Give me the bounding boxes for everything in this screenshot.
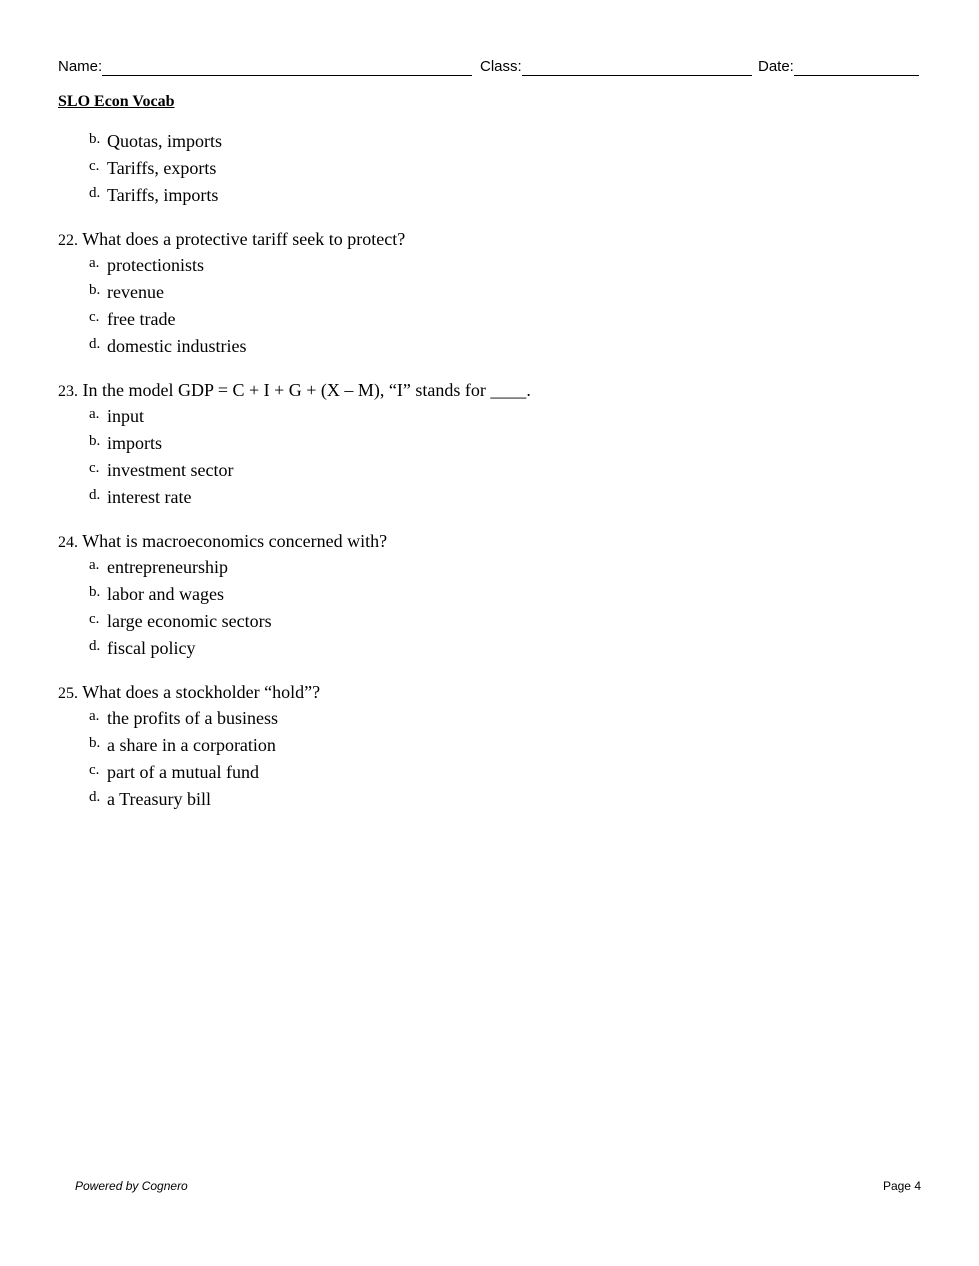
page-number: Page 4: [882, 1179, 921, 1193]
choice-text: protectionists: [107, 255, 204, 275]
choice-row[interactable]: [58, 608, 918, 635]
choice-letter: a.: [89, 557, 100, 573]
choice-row[interactable]: [58, 635, 918, 662]
class-field: [480, 58, 752, 76]
choice-letter: c.: [89, 762, 100, 778]
choice-letter: a.: [89, 406, 100, 422]
choice-row[interactable]: [58, 430, 918, 457]
question-stem: [58, 529, 918, 554]
question-number: 24.: [58, 534, 78, 551]
question-list: [58, 128, 918, 831]
question-22: [58, 227, 918, 360]
question-text: In the model GDP = C + I + G + (X – M), “I” stands for ____.: [82, 380, 531, 400]
choice-row[interactable]: [58, 333, 918, 360]
choice-text: free trade: [107, 309, 176, 329]
choice-letter: b.: [89, 584, 101, 600]
date-blank-line[interactable]: [794, 58, 919, 76]
question-23: [58, 378, 918, 511]
choice-text: labor and wages: [107, 584, 224, 604]
question-text: What does a stockholder “hold”?: [82, 682, 321, 702]
question-24: [58, 529, 918, 662]
choice-text: domestic industries: [107, 336, 247, 356]
worksheet-header: [58, 58, 921, 78]
question-stem: [58, 227, 918, 252]
question-stem: [58, 378, 918, 403]
choice-text: input: [107, 406, 145, 426]
question-number: 22.: [58, 232, 78, 249]
choice-letter: a.: [89, 708, 100, 724]
date-label: Date:: [758, 58, 794, 75]
question-stem: [58, 680, 918, 705]
choice-text: fiscal policy: [107, 638, 196, 658]
name-blank-line[interactable]: [102, 58, 472, 76]
choice-row[interactable]: [58, 128, 918, 155]
choice-letter: c.: [89, 460, 100, 476]
question-text: What does a protective tariff seek to protect?: [82, 229, 406, 249]
choice-text: imports: [107, 433, 163, 453]
choice-text: interest rate: [107, 487, 192, 507]
choice-letter: b.: [89, 282, 101, 298]
choice-text: Tariffs, exports: [107, 158, 217, 178]
choice-row[interactable]: [58, 484, 918, 511]
question-number: 25.: [58, 685, 78, 702]
choice-text: a share in a corporation: [107, 735, 276, 755]
choice-letter: c.: [89, 158, 100, 174]
question-text: What is macroeconomics concerned with?: [82, 531, 388, 551]
choice-text: the profits of a business: [107, 708, 278, 728]
continued-question: [58, 128, 918, 209]
choice-row[interactable]: [58, 403, 918, 430]
choice-row[interactable]: [58, 786, 918, 813]
choice-row[interactable]: [58, 306, 918, 333]
choice-row[interactable]: [58, 279, 918, 306]
choice-row[interactable]: [58, 732, 918, 759]
choice-row[interactable]: [58, 252, 918, 279]
date-field: [758, 58, 919, 76]
choice-row[interactable]: [58, 705, 918, 732]
class-label: Class:: [480, 58, 522, 75]
choice-text: Quotas, imports: [107, 131, 222, 151]
choice-text: Tariffs, imports: [107, 185, 219, 205]
choice-letter: b.: [89, 131, 101, 147]
choice-letter: d.: [89, 185, 101, 201]
choice-letter: a.: [89, 255, 100, 271]
choice-row[interactable]: [58, 759, 918, 786]
choice-row[interactable]: [58, 457, 918, 484]
choice-letter: b.: [89, 735, 101, 751]
choice-text: a Treasury bill: [107, 789, 212, 809]
choice-row[interactable]: [58, 182, 918, 209]
class-blank-line[interactable]: [522, 58, 752, 76]
choice-text: investment sector: [107, 460, 234, 480]
choice-text: large economic sectors: [107, 611, 272, 631]
choice-text: entrepreneurship: [107, 557, 228, 577]
choice-letter: d.: [89, 638, 101, 654]
powered-by-footer: Powered by Cognero: [75, 1179, 188, 1193]
worksheet-title: SLO Econ Vocab: [58, 93, 175, 110]
choice-letter: d.: [89, 487, 101, 503]
choice-row[interactable]: [58, 554, 918, 581]
name-field: [58, 58, 472, 76]
choice-letter: c.: [89, 309, 100, 325]
choice-letter: d.: [89, 789, 101, 805]
choice-text: revenue: [107, 282, 164, 302]
name-label: Name:: [58, 58, 103, 75]
choice-text: part of a mutual fund: [107, 762, 259, 782]
choice-row[interactable]: [58, 155, 918, 182]
choice-letter: d.: [89, 336, 101, 352]
question-25: [58, 680, 918, 813]
choice-row[interactable]: [58, 581, 918, 608]
choice-letter: b.: [89, 433, 101, 449]
question-number: 23.: [58, 383, 78, 400]
choice-letter: c.: [89, 611, 100, 627]
